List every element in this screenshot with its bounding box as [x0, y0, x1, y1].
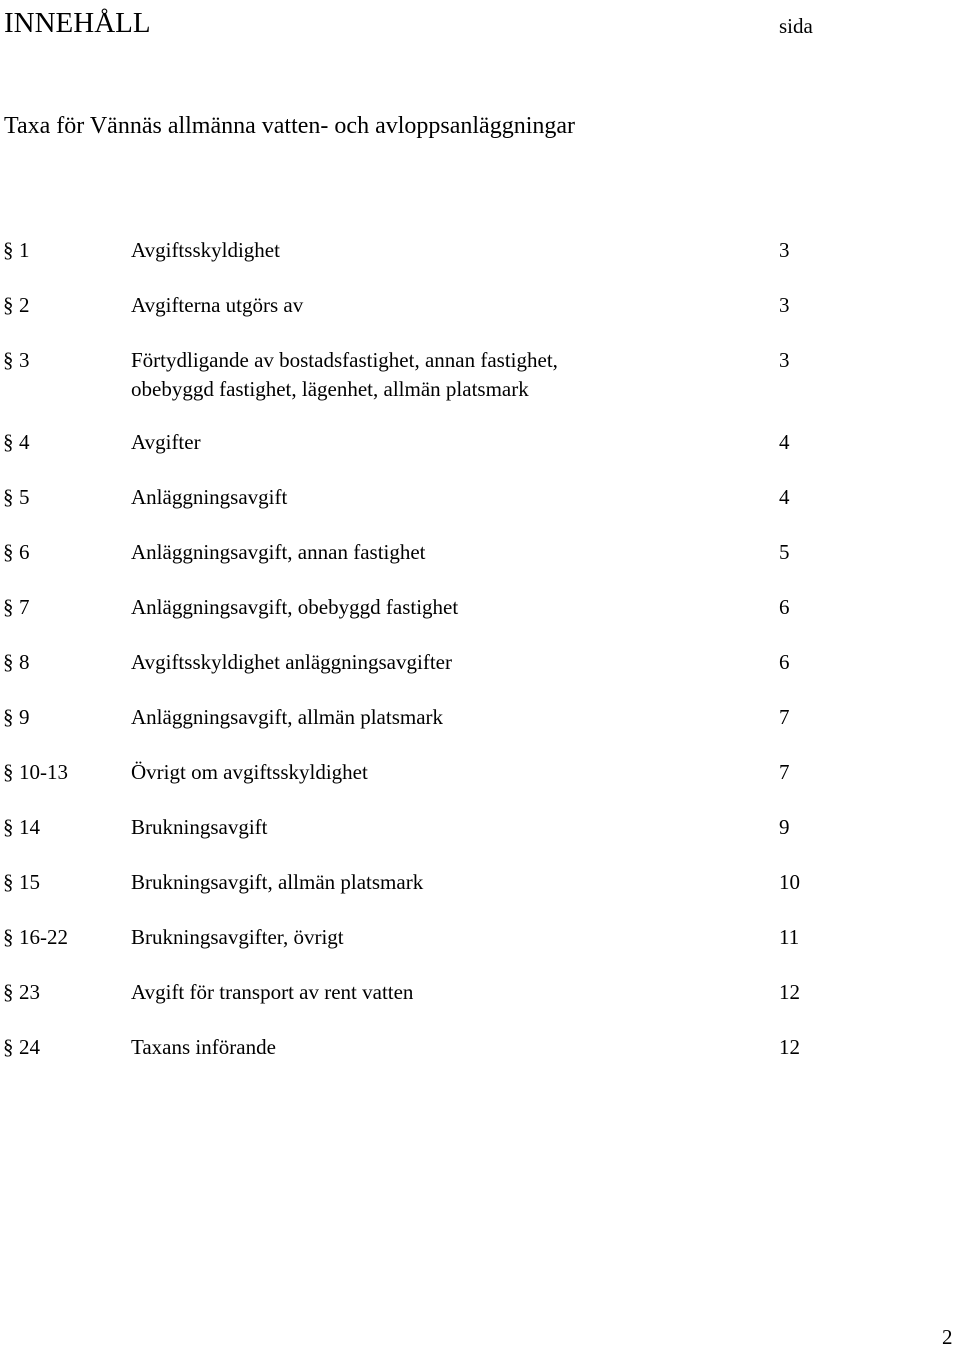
toc-row — [0, 540, 960, 595]
section-page-number: 7 — [779, 705, 790, 729]
section-number: 7 — [19, 595, 30, 619]
section-number: 24 — [19, 1035, 40, 1059]
section-title — [131, 978, 691, 1007]
section-title — [131, 813, 691, 842]
section-symbol: § — [3, 705, 14, 729]
toc-row — [0, 595, 960, 650]
section-page-number: 3 — [779, 348, 790, 372]
section-title — [131, 236, 691, 265]
section-title — [131, 868, 691, 897]
section-page-number: 6 — [779, 650, 790, 674]
section-symbol: § — [3, 540, 14, 564]
section-page-number: 4 — [779, 430, 790, 454]
toc-row — [0, 348, 960, 430]
section-number: 6 — [19, 540, 30, 564]
section-title-line: Avgiftsskyldighet anläggningsavgifter — [131, 650, 452, 674]
section-page-number: 9 — [779, 815, 790, 839]
section-number: 16-22 — [19, 925, 68, 949]
section-number: 15 — [19, 870, 40, 894]
section-number: 5 — [19, 485, 30, 509]
section-number: 23 — [19, 980, 40, 1004]
document-heading: INNEHÅLL — [4, 7, 151, 39]
toc-row — [0, 760, 960, 815]
section-title — [131, 538, 691, 567]
section-number: 2 — [19, 293, 30, 317]
section-title — [131, 923, 691, 952]
section-page-number: 3 — [779, 293, 790, 317]
section-title — [131, 593, 691, 622]
section-symbol: § — [3, 293, 14, 317]
section-page-number: 4 — [779, 485, 790, 509]
section-symbol: § — [3, 760, 14, 784]
section-title-line: Anläggningsavgift, obebyggd fastighet — [131, 595, 459, 619]
section-title — [131, 291, 691, 320]
section-title-line: obebyggd fastighet, lägenhet, allmän platsmark — [131, 377, 529, 401]
section-title-line: Avgifterna utgörs av — [131, 293, 304, 317]
section-title — [131, 703, 691, 732]
section-symbol: § — [3, 815, 14, 839]
section-title-line: Brukningsavgift, allmän platsmark — [131, 870, 424, 894]
section-page-number: 3 — [779, 238, 790, 262]
section-page-number: 6 — [779, 595, 790, 619]
toc-row — [0, 430, 960, 485]
section-page-number: 10 — [779, 870, 800, 894]
section-page-number: 5 — [779, 540, 790, 564]
page-column-label: sida — [779, 14, 813, 38]
section-title-line: Avgiftsskyldighet — [131, 238, 280, 262]
section-title-line: Avgift för transport av rent vatten — [131, 980, 414, 1004]
section-title — [131, 648, 691, 677]
section-page-number: 12 — [779, 1035, 800, 1059]
section-title-line: Taxans införande — [131, 1035, 276, 1059]
toc-row — [0, 925, 960, 980]
section-title-line: Övrigt om avgiftsskyldighet — [131, 760, 368, 784]
section-symbol: § — [3, 430, 14, 454]
page-number: 2 — [942, 1325, 953, 1349]
section-number: 4 — [19, 430, 30, 454]
section-symbol: § — [3, 485, 14, 509]
section-symbol: § — [3, 595, 14, 619]
section-page-number: 7 — [779, 760, 790, 784]
table-of-contents — [0, 238, 960, 1090]
section-symbol: § — [3, 980, 14, 1004]
section-symbol: § — [3, 348, 14, 372]
toc-row — [0, 870, 960, 925]
section-title-line: Anläggningsavgift, allmän platsmark — [131, 705, 444, 729]
section-symbol: § — [3, 650, 14, 674]
toc-row — [0, 238, 960, 293]
section-number: 14 — [19, 815, 40, 839]
document-subtitle: Taxa för Vännäs allmänna vatten- och avloppsanläggningar — [4, 113, 576, 139]
section-title — [131, 428, 691, 457]
section-title-line: Avgifter — [131, 430, 201, 454]
section-page-number: 12 — [779, 980, 800, 1004]
toc-row — [0, 293, 960, 348]
section-number: 3 — [19, 348, 30, 372]
toc-row — [0, 980, 960, 1035]
section-number: 8 — [19, 650, 30, 674]
section-number: 9 — [19, 705, 30, 729]
toc-row — [0, 815, 960, 870]
toc-row — [0, 705, 960, 760]
section-title — [131, 483, 691, 512]
section-symbol: § — [3, 238, 14, 262]
toc-row — [0, 650, 960, 705]
section-number: 1 — [19, 238, 30, 262]
section-title-line: Anläggningsavgift, annan fastighet — [131, 540, 426, 564]
toc-row — [0, 1035, 960, 1090]
section-title-line: Anläggningsavgift — [131, 485, 288, 509]
section-title — [131, 1033, 691, 1062]
section-symbol: § — [3, 925, 14, 949]
section-symbol: § — [3, 1035, 14, 1059]
section-title-line: Förtydligande av bostadsfastighet, annan fastighet, — [131, 348, 558, 372]
section-symbol: § — [3, 870, 14, 894]
section-page-number: 11 — [779, 925, 800, 949]
toc-row — [0, 485, 960, 540]
section-title — [131, 346, 691, 404]
section-number: 10-13 — [19, 760, 68, 784]
section-title — [131, 758, 691, 787]
section-title-line: Brukningsavgifter, övrigt — [131, 925, 344, 949]
section-title-line: Brukningsavgift — [131, 815, 268, 839]
